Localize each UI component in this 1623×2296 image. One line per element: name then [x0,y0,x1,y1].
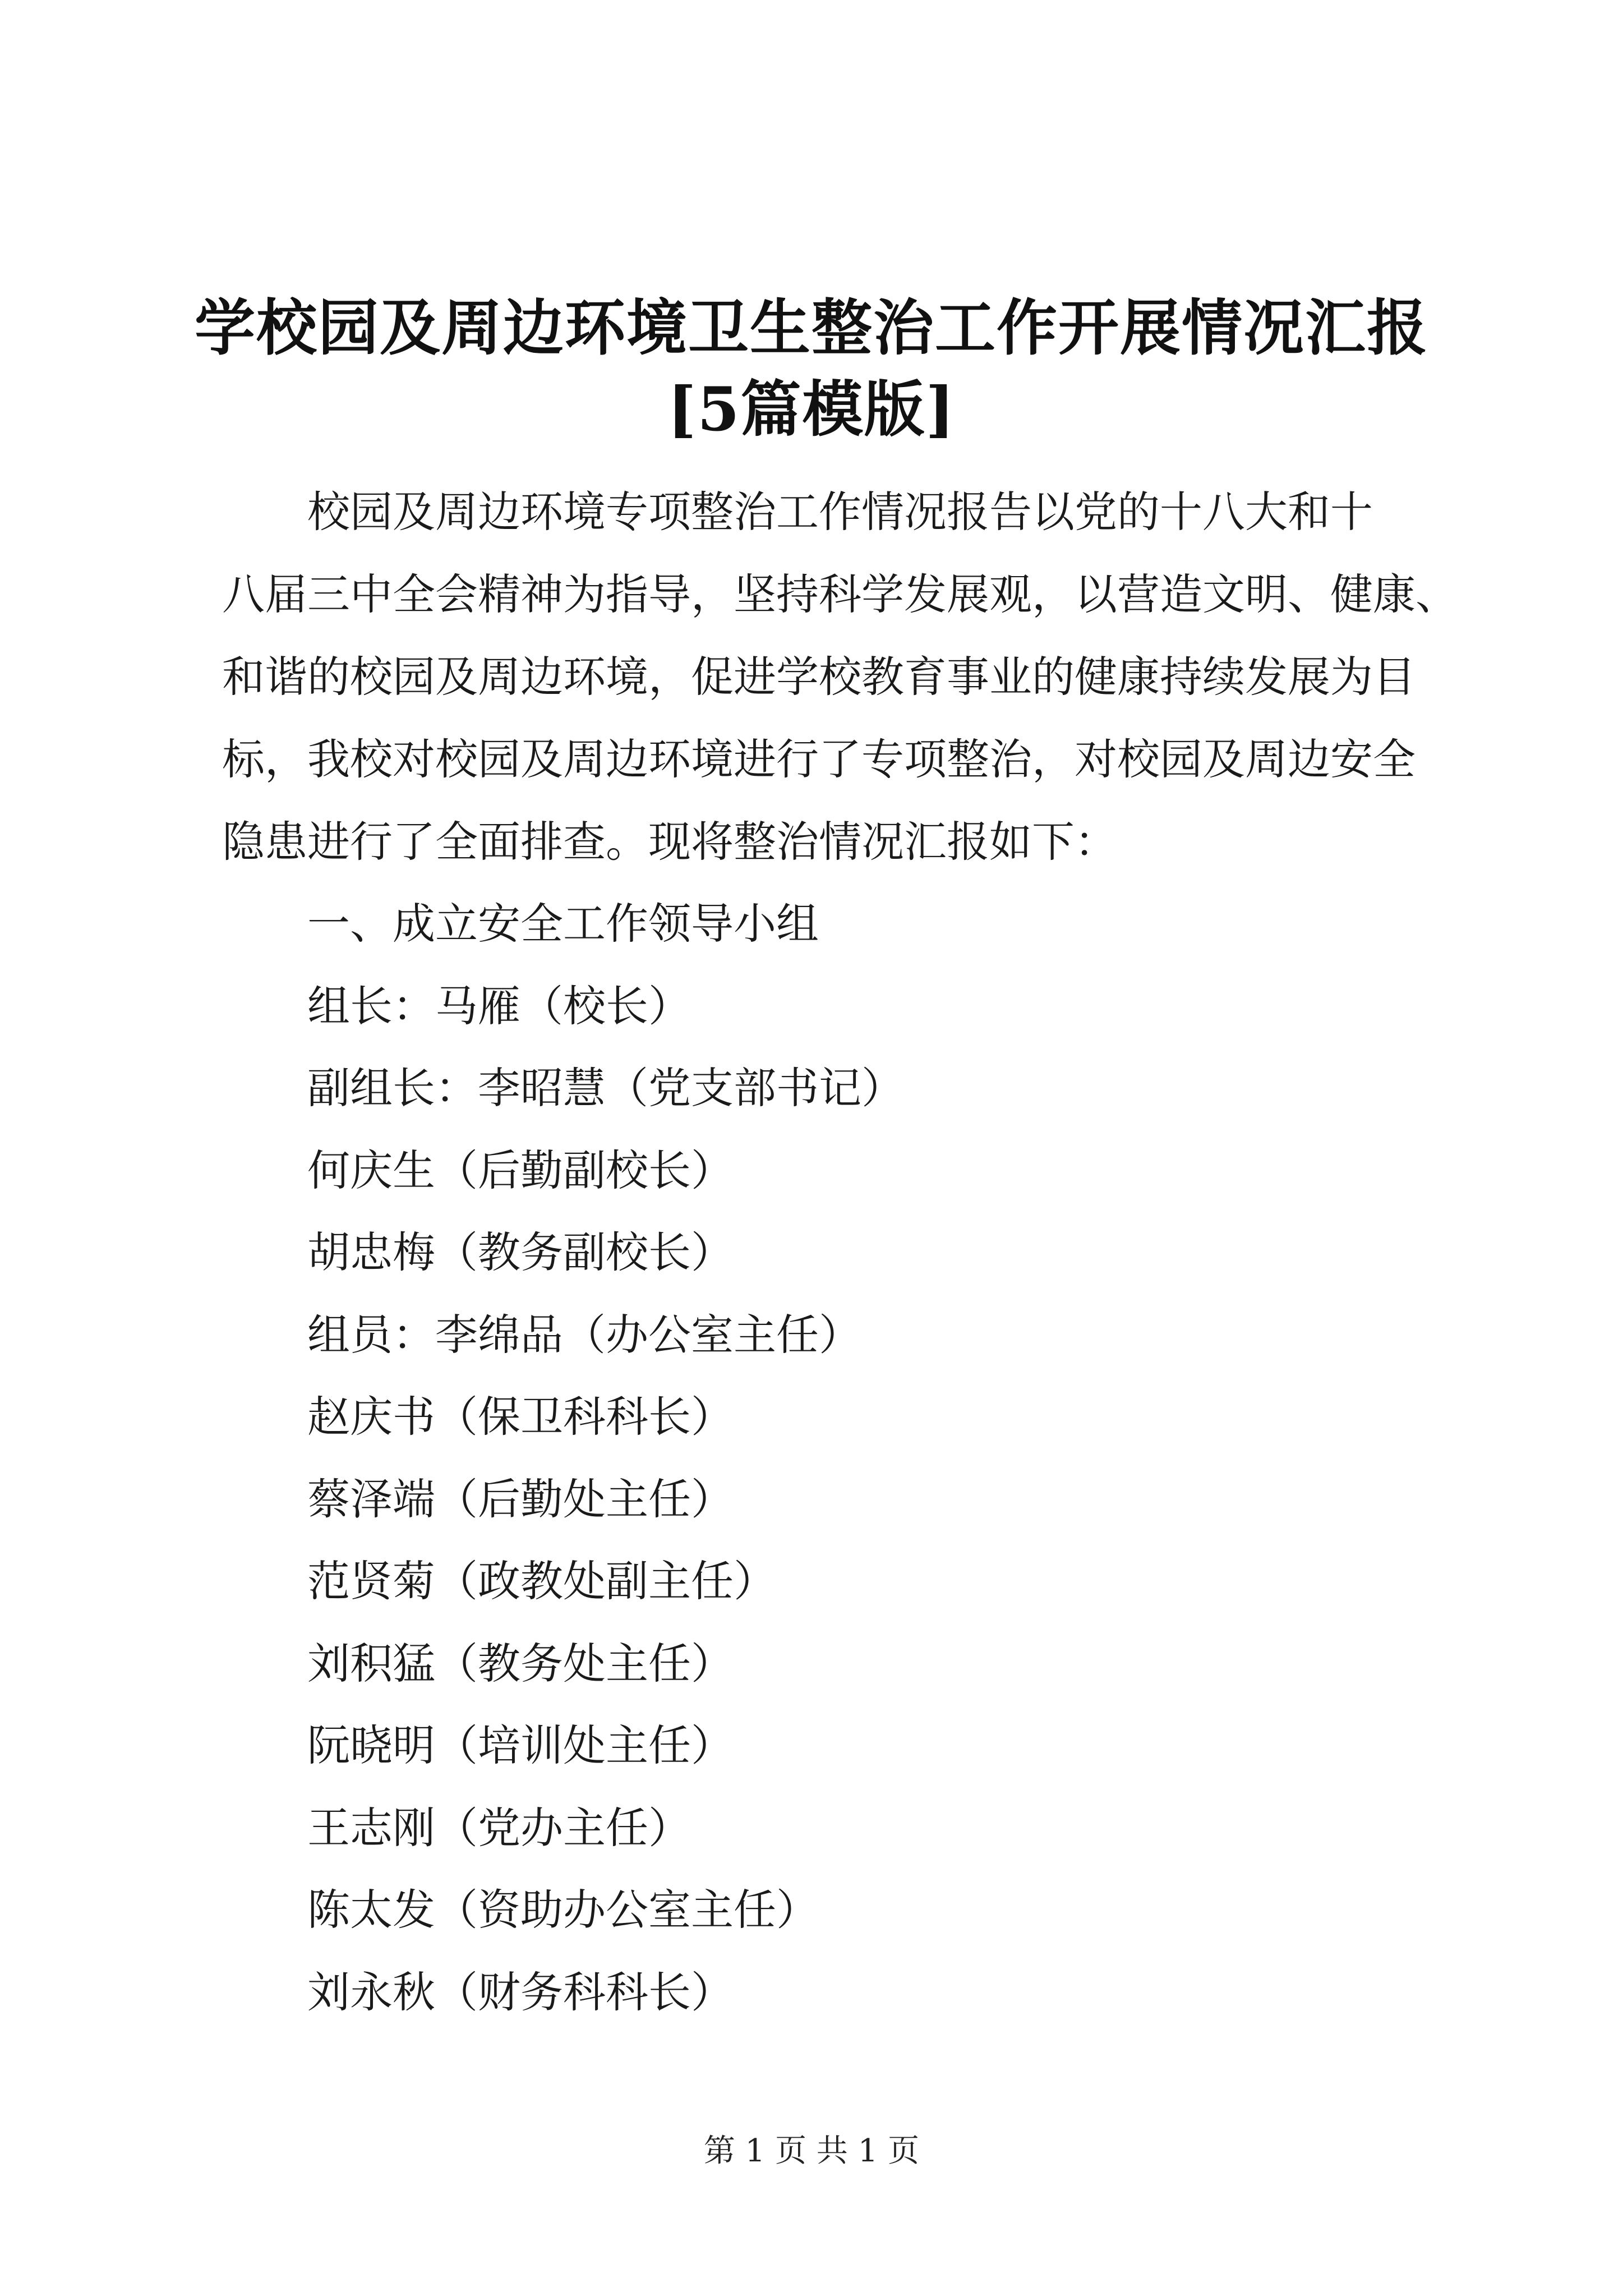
member-line: 何庆生（后勤副校长） [307,1145,734,1195]
member-line: 组长：马雁（校长） [307,981,691,1031]
member-line: 组员：李绵品（办公室主任） [307,1310,861,1360]
member-line: 胡忠梅（教务副校长） [307,1227,734,1277]
section-heading: 一、成立安全工作领导小组 [307,899,819,949]
member-line: 刘永秋（财务科科长） [307,1967,734,2017]
member-line: 范贤菊（政教处副主任） [307,1556,776,1606]
member-line: 刘积猛（教务处主任） [307,1639,734,1688]
member-line: 赵庆书（保卫科科长） [307,1392,734,1442]
intro-line-5: 隐患进行了全面排查。现将整治情况汇报如下： [222,817,1117,867]
intro-line-1: 校园及周边环境专项整治工作情况报告以党的十八大和十 [307,487,1373,537]
intro-line-3: 和谐的校园及周边环境，促进学校教育事业的健康持续发展为目 [222,652,1415,702]
intro-line-4: 标，我校对校园及周边环境进行了专项整治，对校园及周边安全 [222,734,1415,784]
member-line: 陈太发（资助办公室主任） [307,1885,819,1935]
member-line: 副组长：李昭慧（党支部书记） [307,1063,904,1113]
member-line: 阮晓明（培训处主任） [307,1720,734,1770]
page-footer: 第 1 页 共 1 页 [703,2133,920,2169]
intro-line-2: 八届三中全会精神为指导，坚持科学发展观，以营造文明、健康、 [222,569,1458,619]
member-line: 蔡泽端（后勤处主任） [307,1474,734,1524]
member-line: 王志刚（党办主任） [307,1803,691,1853]
document-title-line-2: [5篇模版] [667,374,956,445]
document-title-line-1: 学校园及周边环境卫生整治工作开展情况汇报 [194,293,1428,364]
